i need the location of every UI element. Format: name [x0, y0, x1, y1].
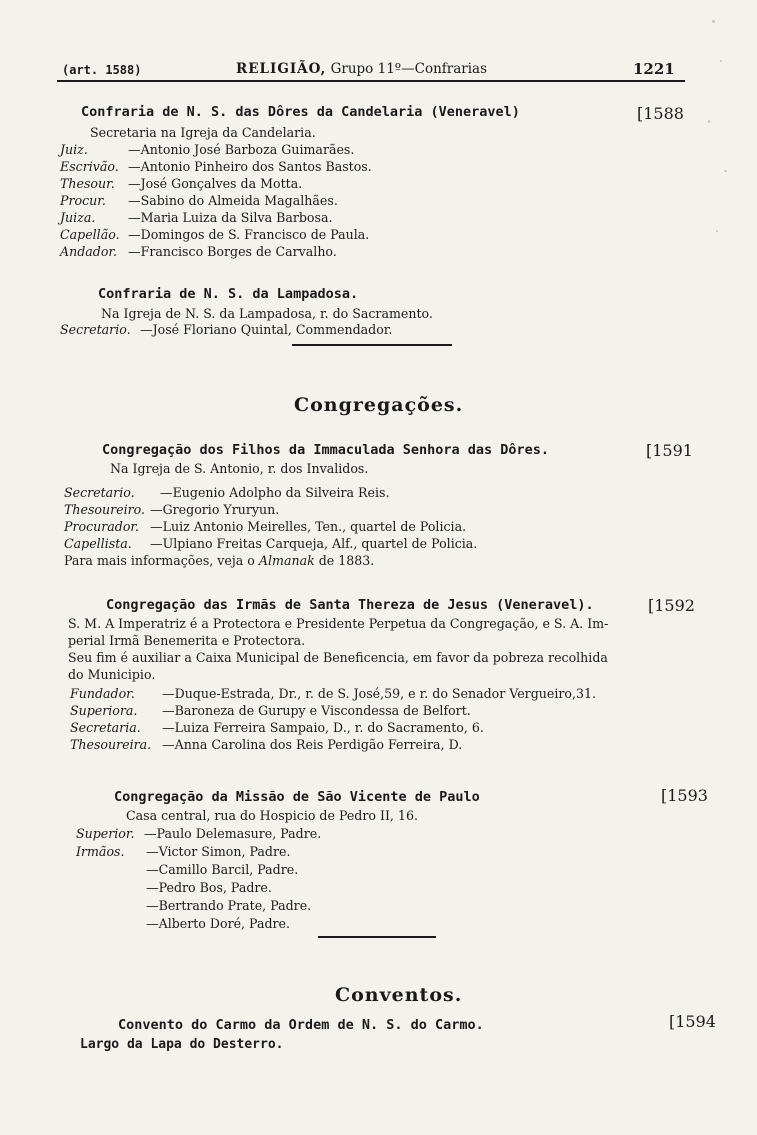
member-row [60, 193, 338, 208]
filhos-title: Congregação dos Filhos da Immaculada Senhora das Dôres. [102, 442, 550, 458]
thereza-paragraph-line: S. M. A Imperatriz é a Protectora e Presidente Perpetua da Congregação, e S. A. Im- [68, 616, 609, 631]
member-role: Procur. [60, 193, 106, 208]
scan-speck [720, 60, 722, 62]
member-row [60, 159, 372, 174]
missao-location: Casa central, rua do Hospicio de Pedro II, 16. [126, 808, 418, 823]
note-year: de 1883. [318, 553, 375, 568]
member-role: Andador. [60, 244, 118, 259]
missao-superior [76, 826, 321, 841]
thereza-paragraph-line: Seu fim é auxiliar a Caixa Municipal de Beneficencia, em favor da pobreza recolhida [68, 650, 608, 665]
thereza-number: [1592 [648, 596, 695, 615]
member-name: —Domingos de S. Francisco de Paula. [128, 227, 370, 242]
header-title [236, 61, 487, 77]
lampadosa-title: Confraria de N. S. da Lampadosa. [98, 286, 359, 302]
member-role: Superiora. [70, 703, 138, 718]
scan-speck [716, 230, 718, 232]
header-title-main: RELIGIÃO, [236, 61, 327, 77]
member-name: —Luiz Antonio Meirelles, Ten., quartel de Policia. [150, 519, 467, 534]
member-role: Secretaria. [70, 720, 141, 735]
member-role: Capellista. [64, 536, 132, 551]
missao-irmao: —Pedro Bos, Padre. [146, 880, 272, 895]
member-name: —Antonio Pinheiro dos Santos Bastos. [128, 159, 372, 174]
filhos-number: [1591 [646, 441, 693, 460]
member-role: Thesour. [60, 176, 115, 191]
member-row [60, 227, 369, 242]
member-row [64, 485, 389, 500]
page-number: 1221 [633, 60, 675, 78]
member-row [64, 536, 477, 551]
member-name: —Eugenio Adolpho da Silveira Reis. [160, 485, 390, 500]
missao-irmaos-row [76, 844, 290, 859]
carmo-location: Largo da Lapa do Desterro. [80, 1037, 284, 1052]
member-name: —Victor Simon, Padre. [146, 844, 291, 859]
member-name: —Francisco Borges de Carvalho. [128, 244, 337, 259]
scan-speck [724, 170, 727, 172]
section-heading-conventos: Conventos. [335, 984, 463, 1006]
header-subtitle: Grupo 11º—Confrarias [330, 61, 488, 77]
member-row [60, 142, 354, 157]
missao-title: Congregação da Missão de São Vicente de Paulo [114, 789, 480, 805]
member-row [64, 519, 466, 534]
missao-irmao: —Camillo Barcil, Padre. [146, 862, 299, 877]
missao-number: [1593 [661, 786, 708, 805]
member-row [60, 176, 302, 191]
scan-speck [708, 120, 710, 123]
member-name: —Gregorio Yruryun. [150, 502, 280, 517]
carmo-title: Convento do Carmo da Ordem de N. S. do Carmo. [118, 1017, 484, 1033]
section-divider [318, 936, 436, 938]
member-name: —Sabino do Almeida Magalhães. [128, 193, 338, 208]
member-row [60, 244, 337, 259]
member-role: Fundador. [70, 686, 135, 701]
member-role: Procurador. [64, 519, 140, 534]
member-name: —José Gonçalves da Motta. [128, 176, 303, 191]
member-row [70, 720, 484, 735]
member-row [60, 210, 333, 225]
member-name: —Paulo Delemasure, Padre. [144, 826, 322, 841]
member-role: Secretario. [60, 322, 131, 337]
candelaria-number: [1588 [637, 104, 684, 123]
section-heading-congregacoes: Congregações. [294, 394, 464, 416]
missao-irmao: —Bertrando Prate, Padre. [146, 898, 312, 913]
filhos-note [64, 553, 374, 568]
member-name: —Luiza Ferreira Sampaio, D., r. do Sacramento, 6. [162, 720, 484, 735]
thereza-paragraph-line: do Municipio. [68, 667, 156, 682]
section-divider [292, 344, 452, 346]
candelaria-location: Secretaria na Igreja da Candelaria. [90, 125, 316, 140]
member-role: Irmãos. [76, 844, 125, 859]
thereza-title: Congregação das Irmãs de Santa Thereza de Jesus (Veneravel). [106, 597, 594, 613]
member-row [70, 703, 471, 718]
header-article-ref: (art. 1588) [62, 63, 142, 77]
note-text: Para mais informações, veja o [64, 553, 255, 568]
thereza-paragraph-line: perial Irmã Benemerita e Protectora. [68, 633, 306, 648]
lampadosa-location: Na Igreja de N. S. da Lampadosa, r. do Sacramento. [101, 306, 433, 321]
carmo-number: [1594 [669, 1012, 716, 1031]
member-role: Capellão. [60, 227, 120, 242]
missao-irmao: —Alberto Doré, Padre. [146, 916, 291, 931]
member-name: —José Floriano Quintal, Commendador. [140, 322, 393, 337]
member-role: Juiza. [60, 210, 96, 225]
member-role: Superior. [76, 826, 135, 841]
member-role: Escrivão. [60, 159, 119, 174]
filhos-location: Na Igreja de S. Antonio, r. dos Invalidos. [110, 461, 369, 476]
member-name: —Baroneza de Gurupy e Viscondessa de Belfort. [162, 703, 471, 718]
header-rule [57, 80, 685, 82]
member-role: Secretario. [64, 485, 135, 500]
member-name: —Duque-Estrada, Dr., r. de S. José,59, e r. do Senador Vergueiro,31. [162, 686, 596, 701]
member-row [70, 737, 462, 752]
member-row [70, 686, 596, 701]
member-name: —Maria Luiza da Silva Barbosa. [128, 210, 333, 225]
member-role: Thesoureira. [70, 737, 152, 752]
scan-speck [712, 20, 715, 23]
member-name: —Antonio José Barboza Guimarães. [128, 142, 355, 157]
note-almanak: Almanak [258, 553, 315, 568]
lampadosa-secretary [60, 322, 392, 337]
member-name: —Ulpiano Freitas Carqueja, Alf., quartel de Policia. [150, 536, 478, 551]
member-role: Juiz. [60, 142, 88, 157]
member-name: —Anna Carolina dos Reis Perdigão Ferreira, D. [162, 737, 463, 752]
member-role: Thesoureiro. [64, 502, 146, 517]
candelaria-title: Confraria de N. S. das Dôres da Candelaria (Veneravel) [81, 104, 520, 120]
member-row [64, 502, 279, 517]
